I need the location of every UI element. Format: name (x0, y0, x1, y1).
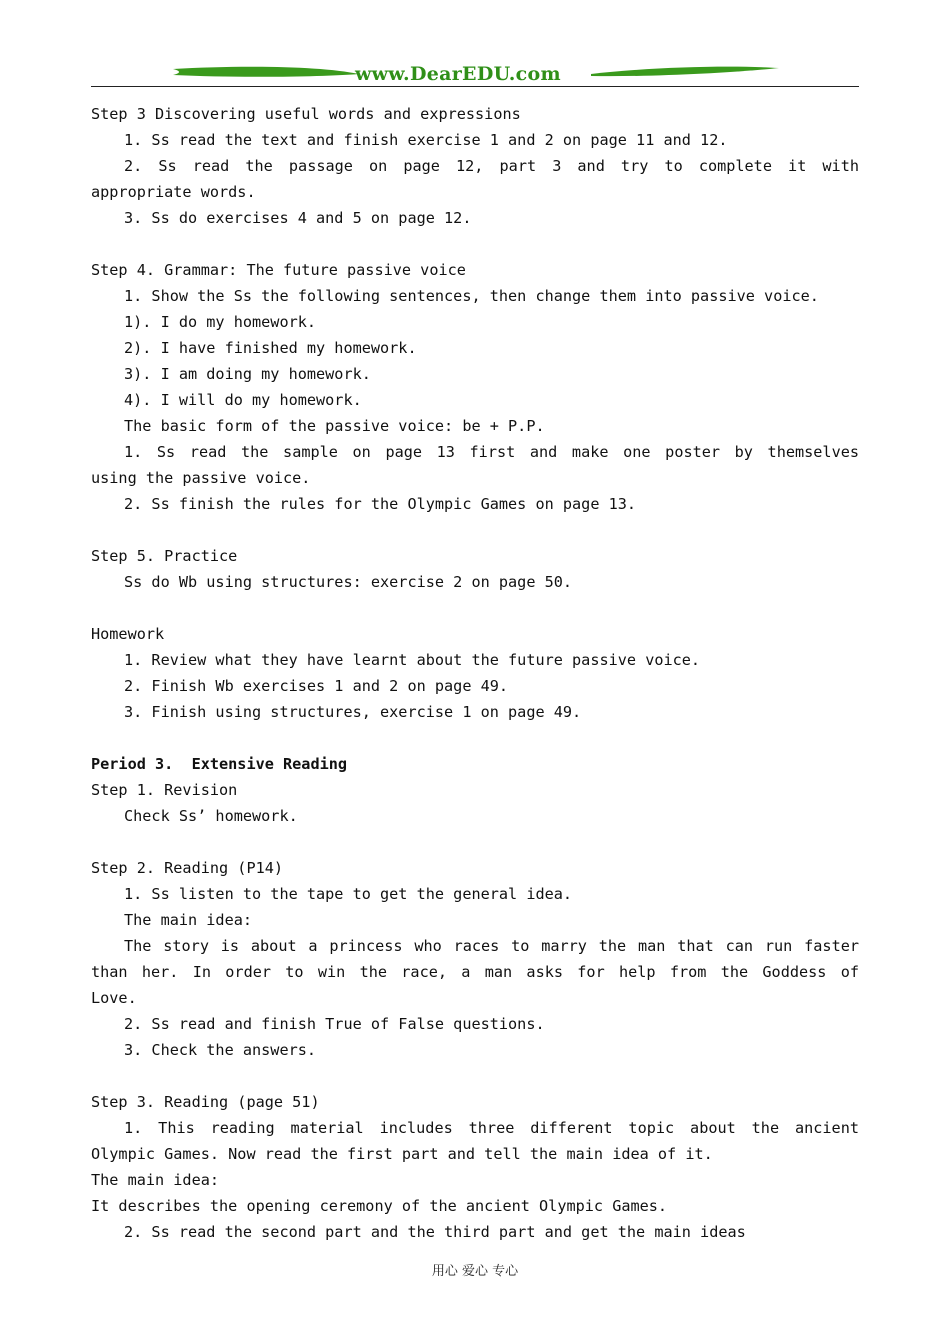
step-heading: Step 5. Practice (91, 547, 238, 565)
step-heading: Step 3 Discovering useful words and expressions (91, 105, 521, 123)
paragraph-line: than her. In order to win the race, a man asks for help from the Goddess of (91, 963, 859, 981)
period-heading: Period 3. Extensive Reading (91, 755, 348, 773)
list-item-continued: appropriate words. (91, 183, 256, 201)
list-item: 2. Ss read and finish True of False questions. (124, 1015, 545, 1033)
list-item: Check Ss’ homework. (124, 807, 298, 825)
section-heading: Homework (91, 625, 165, 643)
example-sentence: 1). I do my homework. (124, 313, 317, 331)
list-item-continued: Olympic Games. Now read the first part and tell the main idea of it. (91, 1145, 713, 1163)
grammar-rule: The basic form of the passive voice: be + P.P. (124, 417, 545, 435)
step-heading: Step 3. Reading (page 51) (91, 1093, 320, 1111)
paragraph-line: It describes the opening ceremony of the ancient Olympic Games. (91, 1197, 668, 1215)
list-item: Ss do Wb using structures: exercise 2 on page 50. (124, 573, 573, 591)
list-item: 1. Ss read the text and finish exercise 1 and 2 on page 11 and 12. (124, 131, 728, 149)
list-item: 1. Show the Ss the following sentences, then change them into passive voice. (124, 287, 819, 305)
list-item: 3. Ss do exercises 4 and 5 on page 12. (124, 209, 472, 227)
list-item: 2. Finish Wb exercises 1 and 2 on page 49. (124, 677, 509, 695)
list-item: 1. Review what they have learnt about the future passive voice. (124, 651, 701, 669)
page-footer: 用心 爱心 专心 (431, 1264, 519, 1279)
list-item-continued: using the passive voice. (91, 469, 311, 487)
header-rule (91, 86, 859, 87)
step-heading: Step 2. Reading (P14) (91, 859, 284, 877)
document-body (91, 101, 859, 1245)
main-idea-label: The main idea: (91, 1171, 220, 1189)
list-item: 3. Finish using structures, exercise 1 on page 49. (124, 703, 582, 721)
list-item: 1. This reading material includes three different topic about the ancient (124, 1119, 859, 1137)
main-idea-label: The main idea: (124, 911, 253, 929)
paragraph-line: Love. (91, 989, 137, 1007)
list-item: 2. Ss read the second part and the third part and get the main ideas (124, 1223, 746, 1241)
page-header (91, 62, 859, 90)
header-logo: www.DearEDU.com (355, 63, 561, 85)
list-item: 2. Ss finish the rules for the Olympic Games on page 13. (124, 495, 637, 513)
list-item: 2. Ss read the passage on page 12, part 3 and try to complete it with (124, 157, 859, 175)
list-item: 3. Check the answers. (124, 1041, 317, 1059)
step-heading: Step 4. Grammar: The future passive voice (91, 261, 466, 279)
list-item: 1. Ss read the sample on page 13 first and make one poster by themselves (124, 443, 859, 461)
example-sentence: 4). I will do my homework. (124, 391, 362, 409)
step-heading: Step 1. Revision (91, 781, 238, 799)
list-item: 1. Ss listen to the tape to get the general idea. (124, 885, 573, 903)
example-sentence: 3). I am doing my homework. (124, 365, 371, 383)
example-sentence: 2). I have finished my homework. (124, 339, 417, 357)
paragraph-line: The story is about a princess who races to marry the man that can run faster (124, 937, 859, 955)
